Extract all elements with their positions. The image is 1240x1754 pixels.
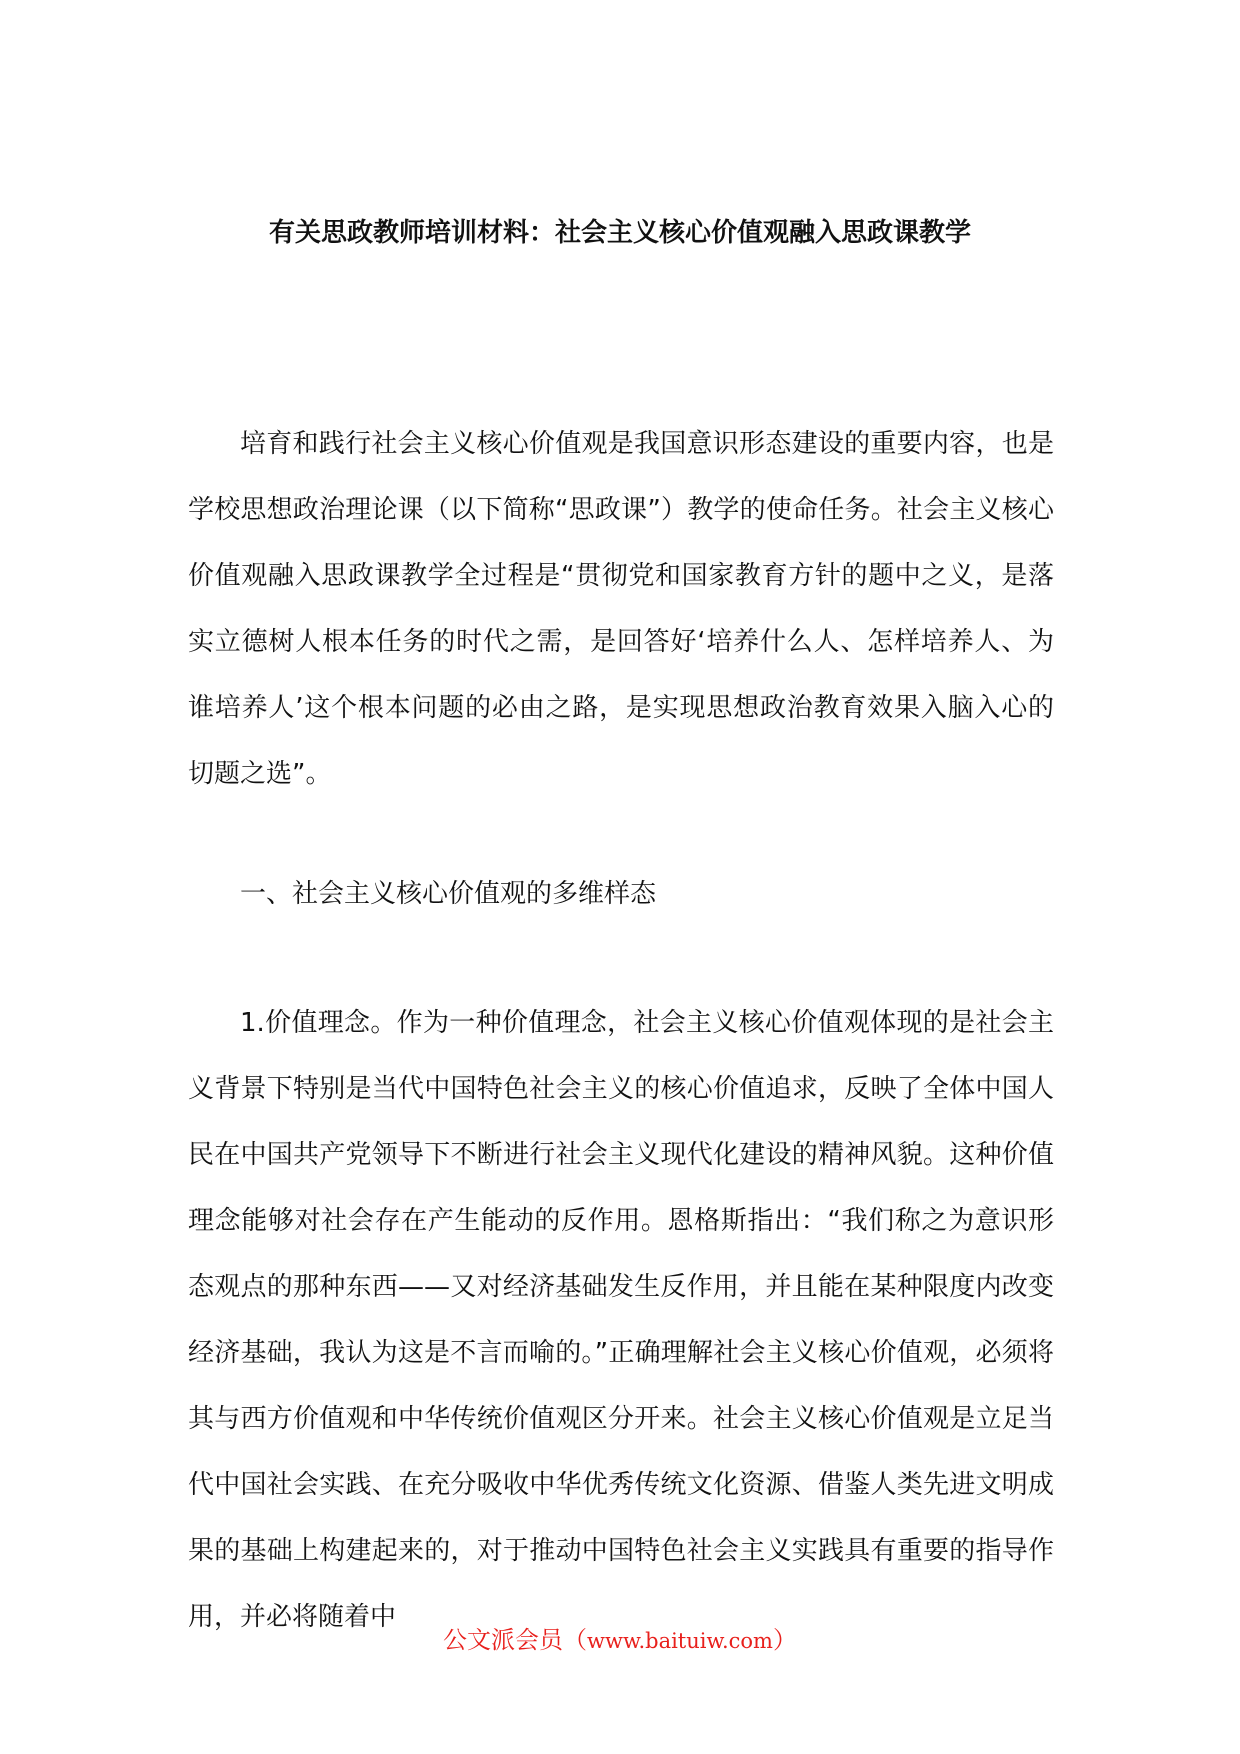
section-paragraph: 1.价值理念。作为一种价值理念，社会主义核心价值观体现的是社会主义背景下特别是当代中国特色社会主义的核心价值追求，反映了全体中国人民在中国共产党领导下不断进行社会主义现代化建设的精神风貌。这种价值理念能够对社会存在产生能动的反作用。恩格斯指出：“我们称之为意识形态观点的那种东西——又对经济基础发生反作用，并且能在某种限度内改变经济基础，我认为这是不言而喻的。”正确理解社会主义核心价值观，必须将其与西方价值观和中华传统价值观区分开来。社会主义核心价值观是立足当代中国社会实践、在充分吸收中华优秀传统文化资源、借鉴人类先进文明成果的基础上构建起来的，对于推动中国特色社会主义实践具有重要的指导作用，并必将随着中 <box>188 1008 1054 1632</box>
document-title: 有关思政教师培训材料：社会主义核心价值观融入思政课教学 <box>268 218 971 248</box>
footer-watermark[interactable] <box>0 1620 1240 1661</box>
footer-close: ） <box>772 1626 797 1654</box>
section-body <box>188 990 1054 1650</box>
intro-section <box>188 411 1054 807</box>
footer-url[interactable]: www.baituiw.com <box>587 1629 773 1653</box>
section-heading: 一、社会主义核心价值观的多维样态 <box>240 879 657 909</box>
section-heading-block <box>188 861 1054 927</box>
footer-label: 公文派会员（ <box>443 1626 588 1654</box>
intro-paragraph: 培育和践行社会主义核心价值观是我国意识形态建设的重要内容，也是学校思想政治理论课（以下简称“思政课”）教学的使命任务。社会主义核心价值观融入思政课教学全过程是“贯彻党和国家教育方针的题中之义，是落实立德树人根本任务的时代之需，是回答好‘培养什么人、怎样培养人、为谁培养人’这个根本问题的必由之路，是实现思想政治教育效果入脑入心的切题之选”。 <box>188 429 1054 789</box>
